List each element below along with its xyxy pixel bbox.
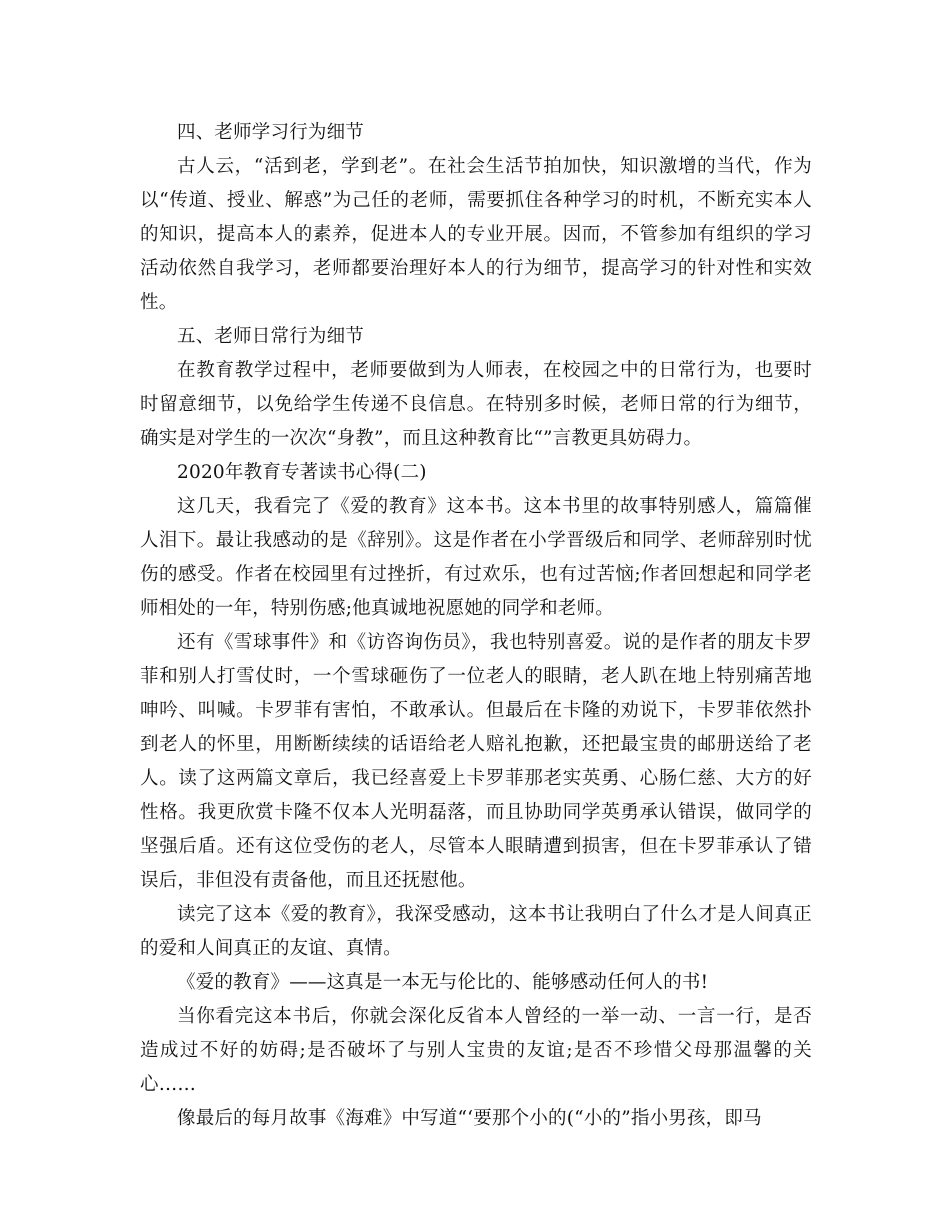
section-heading-teacher-daily: 五、老师日常行为细节 bbox=[177, 326, 365, 347]
paragraph: 《爱的教育》——这真是一本无与伦比的、能够感动任何人的书! bbox=[177, 972, 709, 993]
paragraph: 在教育教学过程中，老师要做到为人师表，在校园之中的日常行为，也要时时留意细节，以免给学生传递不良信息。在特别多时候，老师日常的行为细节，确实是对学生的一次次“身教”，而且这种教育比“”言教更具妨碍力。 bbox=[140, 360, 812, 449]
paragraph: 古人云，“活到老，学到老”。在社会生活节拍加快，知识激增的当代，作为以“传道、授业、解惑”为己任的老师，需要抓住各种学习的时机，不断充实本人的知识，提高本人的素养，促进本人的专业开展。因而，不管参加有组织的学习活动依然自我学习，老师都要治理好本人的行为细节，提高学习的针对性和实效性。 bbox=[140, 156, 812, 313]
paragraph: 像最后的每月故事《海难》中写道“‘要那个小的(“小的”指小男孩，即马 bbox=[177, 1108, 762, 1129]
article-title: 2020年教育专著读书心得(二) bbox=[177, 462, 427, 483]
paragraph: 还有《雪球事件》和《访咨询伤员》，我也特别喜爱。说的是作者的朋友卡罗菲和别人打雪仗时，一个雪球砸伤了一位老人的眼睛，老人趴在地上特别痛苦地呻吟、叫喊。卡罗菲有害怕，不敢承认。但最后在卡隆的劝说下，卡罗菲依然扑到老人的怀里，用断断续续的话语给老人赔礼抱歉，还把最宝贵的邮册送给了老人。读了这两篇文章后，我已经喜爱上卡罗菲那老实英勇、心肠仁慈、大方的好性格。我更欣赏卡隆不仅本人光明磊落，而且协助同学英勇承认错误，做同学的坚强后盾。还有这位受伤的老人，尽管本人眼睛遭到损害，但在卡罗菲承认了错误后，非但没有责备他，而且还抚慰他。 bbox=[140, 632, 812, 891]
document-body bbox=[140, 116, 812, 1136]
paragraph: 这几天，我看完了《爱的教育》这本书。这本书里的故事特别感人，篇篇催人泪下。最让我感动的是《辞别》。这是作者在小学晋级后和同学、老师辞别时忧伤的感受。作者在校园里有过挫折，有过欢乐，也有过苦恼;作者回想起和同学老师相处的一年，特别伤感;他真诚地祝愿她的同学和老师。 bbox=[140, 496, 812, 619]
section-heading-teacher-learning: 四、老师学习行为细节 bbox=[177, 122, 365, 143]
paragraph: 当你看完这本书后，你就会深化反省本人曾经的一举一动、一言一行，是否造成过不好的妨碍;是否破坏了与别人宝贵的友谊;是否不珍惜父母那温馨的关心…… bbox=[140, 1006, 812, 1095]
paragraph: 读完了这本《爱的教育》，我深受感动，这本书让我明白了什么才是人间真正的爱和人间真正的友谊、真情。 bbox=[140, 904, 812, 959]
